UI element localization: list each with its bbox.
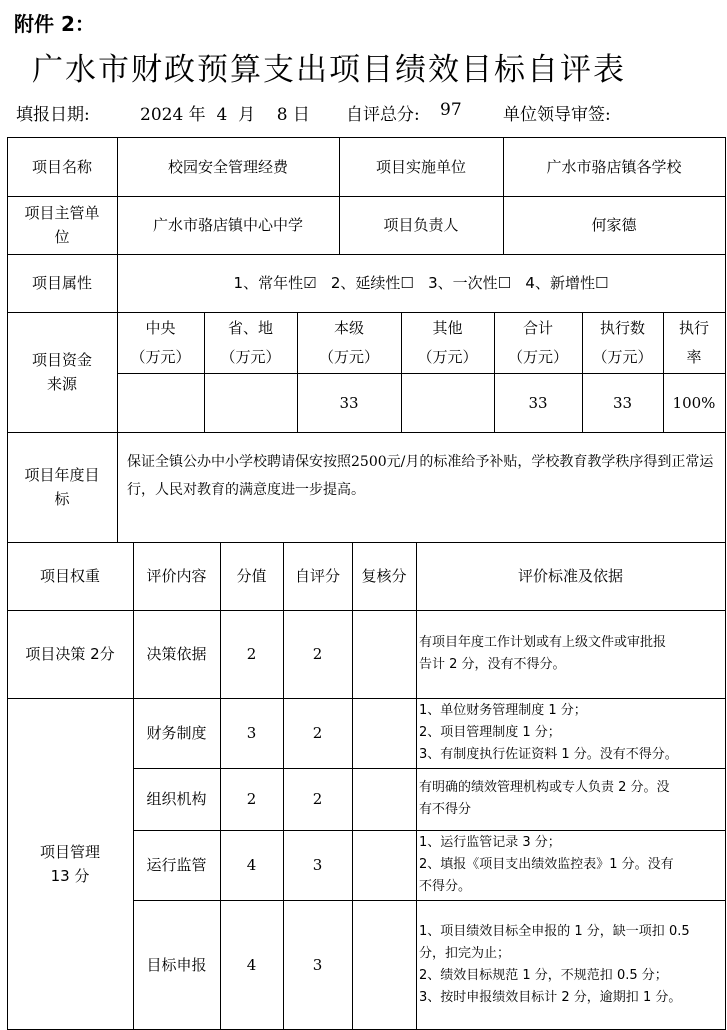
- impl-unit-value: 广水市骆店镇各学校: [546, 158, 682, 176]
- table-border: [117, 312, 118, 432]
- criteria-line: 有项目年度工作计划或有上级文件或审批报: [419, 635, 667, 650]
- eval-header-0: 项目权重: [39, 567, 100, 585]
- table-border: [494, 312, 495, 432]
- table-border: [117, 373, 725, 374]
- funds-header-line: 其他: [432, 318, 463, 337]
- goal-text: 保证全镇公办中小学校聘请保安按照2500元/月的标准给予补贴，学校教育教学秩序得到正常运行，人民对教育的满意度进一步提高。: [127, 454, 714, 498]
- weight-line: 项目决策 2分: [25, 645, 115, 663]
- funds-header-0: [117, 312, 204, 373]
- funds-header-line: 率: [686, 347, 702, 366]
- criteria-line: 不得分。: [419, 879, 472, 894]
- score-value: 97: [440, 100, 462, 120]
- project-name-label: 项目名称: [31, 158, 92, 176]
- table-border: [725, 137, 726, 1030]
- supervisor-value: 广水市骆店镇中心中学: [152, 216, 303, 234]
- funds-label: [7, 312, 117, 432]
- eval-self-score: 3: [312, 956, 323, 974]
- eval-review-score: [352, 830, 416, 900]
- eval-value: 4: [246, 956, 257, 974]
- score-label: 自评总分:: [346, 105, 420, 125]
- funds-header-line: （万元）: [592, 347, 653, 366]
- table-border: [401, 312, 402, 432]
- funds-header-5: [582, 312, 663, 373]
- table-border: [297, 312, 298, 432]
- criteria-line: 有明确的绩效管理机构或专人负责 2 分。没: [419, 780, 670, 795]
- funds-header-line: 执行数: [599, 318, 645, 337]
- funds-value-1: [204, 373, 297, 432]
- eval-self-score: 2: [312, 645, 323, 663]
- eval-value: 4: [246, 856, 257, 874]
- eval-criteria: [419, 830, 722, 900]
- funds-header-line: （万元）: [220, 347, 281, 366]
- fill-date-value: 2024 年 4 月 8 日: [140, 105, 310, 125]
- table-border: [7, 196, 725, 197]
- table-border: [117, 432, 118, 542]
- criteria-line: 2、绩效目标规范 1 分，不规范扣 0.5 分；: [419, 968, 668, 983]
- attribute-label: 项目属性: [31, 274, 92, 292]
- eval-criteria: [419, 768, 722, 830]
- funds-header-1: [204, 312, 297, 373]
- table-border: [117, 137, 118, 312]
- eval-header-3: 自评分: [294, 567, 340, 585]
- table-border: [133, 542, 134, 1030]
- table-border: [582, 312, 583, 432]
- funds-header-2: [297, 312, 401, 373]
- funds-header-3: [401, 312, 494, 373]
- attribute-options: 1、常年性☑ 2、延续性☐ 3、一次性☐ 4、新增性☐: [233, 274, 609, 292]
- table-border: [7, 137, 725, 138]
- eval-content: 财务制度: [146, 724, 207, 742]
- criteria-line: 3、有制度执行佐证资料 1 分。没有不得分。: [419, 747, 678, 762]
- table-border: [133, 768, 725, 769]
- impl-unit-label: 项目实施单位: [375, 158, 466, 176]
- weight-line: 13 分: [50, 867, 90, 885]
- eval-self-score: 2: [312, 724, 323, 742]
- table-border: [352, 542, 353, 1030]
- criteria-line: 有不得分: [419, 802, 472, 817]
- fill-date-label: 填报日期:: [16, 105, 90, 125]
- eval-criteria: [419, 900, 722, 1030]
- funds-value-4: 33: [528, 393, 548, 412]
- eval-self-score: 3: [312, 856, 323, 874]
- attachment-label: 附件 2：: [14, 12, 95, 36]
- eval-review-score: [352, 768, 416, 830]
- eval-review-score: [352, 900, 416, 1030]
- criteria-line: 2、填报《项目支出绩效监控表》1 分。没有: [419, 857, 674, 872]
- table-border: [663, 312, 664, 432]
- supervisor-label: [7, 196, 117, 254]
- eval-content: 决策依据: [146, 645, 207, 663]
- leader-label: 单位领导审签:: [503, 105, 611, 125]
- eval-header-5: 评价标准及依据: [517, 567, 623, 585]
- table-border: [503, 137, 504, 254]
- funds-header-4: [494, 312, 582, 373]
- table-border: [7, 432, 725, 433]
- funds-header-line: 合计: [522, 318, 553, 337]
- table-border: [133, 900, 725, 901]
- table-border: [133, 830, 725, 831]
- table-border: [7, 698, 725, 699]
- funds-header-line: 省、地: [227, 318, 273, 337]
- weight-line: 项目管理: [39, 843, 100, 861]
- table-border: [220, 542, 221, 1030]
- weight-1: [7, 698, 133, 1030]
- funds-header-line: （万元）: [130, 347, 191, 366]
- eval-self-score: 2: [312, 790, 323, 808]
- funds-header-line: （万元）: [507, 347, 568, 366]
- table-border: [283, 542, 284, 1030]
- criteria-line: 分，扣完为止；: [419, 946, 511, 961]
- weight-0: [7, 610, 133, 698]
- table-border: [7, 254, 725, 255]
- owner-label: 项目负责人: [383, 216, 459, 234]
- funds-header-line: 本级: [333, 318, 364, 337]
- criteria-line: 3、按时申报绩效目标计 2 分，逾期扣 1 分。: [419, 990, 682, 1005]
- owner-value: 何家德: [591, 216, 637, 234]
- funds-value-2: 33: [339, 393, 359, 412]
- criteria-line: 1、项目绩效目标全申报的 1 分，缺一项扣 0.5: [419, 924, 690, 939]
- table-border: [204, 312, 205, 432]
- goal-label-line1: 项目年度目: [24, 466, 100, 484]
- table-border: [7, 312, 725, 313]
- eval-review-score: [352, 698, 416, 768]
- table-border: [7, 610, 725, 611]
- criteria-line: 1、运行监管记录 3 分；: [419, 835, 561, 850]
- goal-label-line2: 标: [54, 490, 70, 508]
- eval-value: 3: [246, 724, 257, 742]
- eval-header-2: 分值: [236, 567, 267, 585]
- funds-value-6: 100%: [672, 393, 716, 412]
- funds-header-line: （万元）: [318, 347, 379, 366]
- funds-label-line1: 项目资金: [31, 351, 92, 369]
- goal-label: [7, 432, 117, 542]
- criteria-line: 2、项目管理制度 1 分；: [419, 725, 561, 740]
- funds-value-5: 33: [612, 393, 633, 412]
- supervisor-label-line1: 项目主管单: [24, 204, 100, 222]
- criteria-line: 告计 2 分，没有不得分。: [419, 657, 566, 672]
- funds-label-line2: 来源: [46, 375, 77, 393]
- funds-header-line: （万元）: [417, 347, 478, 366]
- funds-value-3: [401, 373, 494, 432]
- eval-criteria: [419, 698, 722, 768]
- supervisor-label-line2: 位: [54, 228, 70, 246]
- eval-review-score: [352, 610, 416, 698]
- funds-header-line: 中央: [145, 318, 176, 337]
- eval-value: 2: [246, 790, 257, 808]
- eval-criteria: [419, 610, 722, 698]
- table-border: [339, 137, 340, 254]
- page-title: 广水市财政预算支出项目绩效目标自评表: [32, 52, 626, 88]
- table-border: [7, 542, 725, 543]
- funds-header-line: 执行: [678, 318, 709, 337]
- criteria-line: 1、单位财务管理制度 1 分；: [419, 703, 587, 718]
- eval-value: 2: [246, 645, 257, 663]
- funds-value-0: [117, 373, 204, 432]
- eval-header-4: 复核分: [361, 567, 407, 585]
- eval-header-1: 评价内容: [146, 567, 207, 585]
- eval-content: 组织机构: [146, 790, 207, 808]
- project-name-value: 校园安全管理经费: [167, 158, 288, 176]
- table-border: [416, 542, 417, 1030]
- table-border: [7, 137, 8, 1030]
- funds-header-6: [663, 312, 725, 373]
- eval-content: 目标申报: [146, 956, 207, 974]
- eval-content: 运行监管: [146, 856, 207, 874]
